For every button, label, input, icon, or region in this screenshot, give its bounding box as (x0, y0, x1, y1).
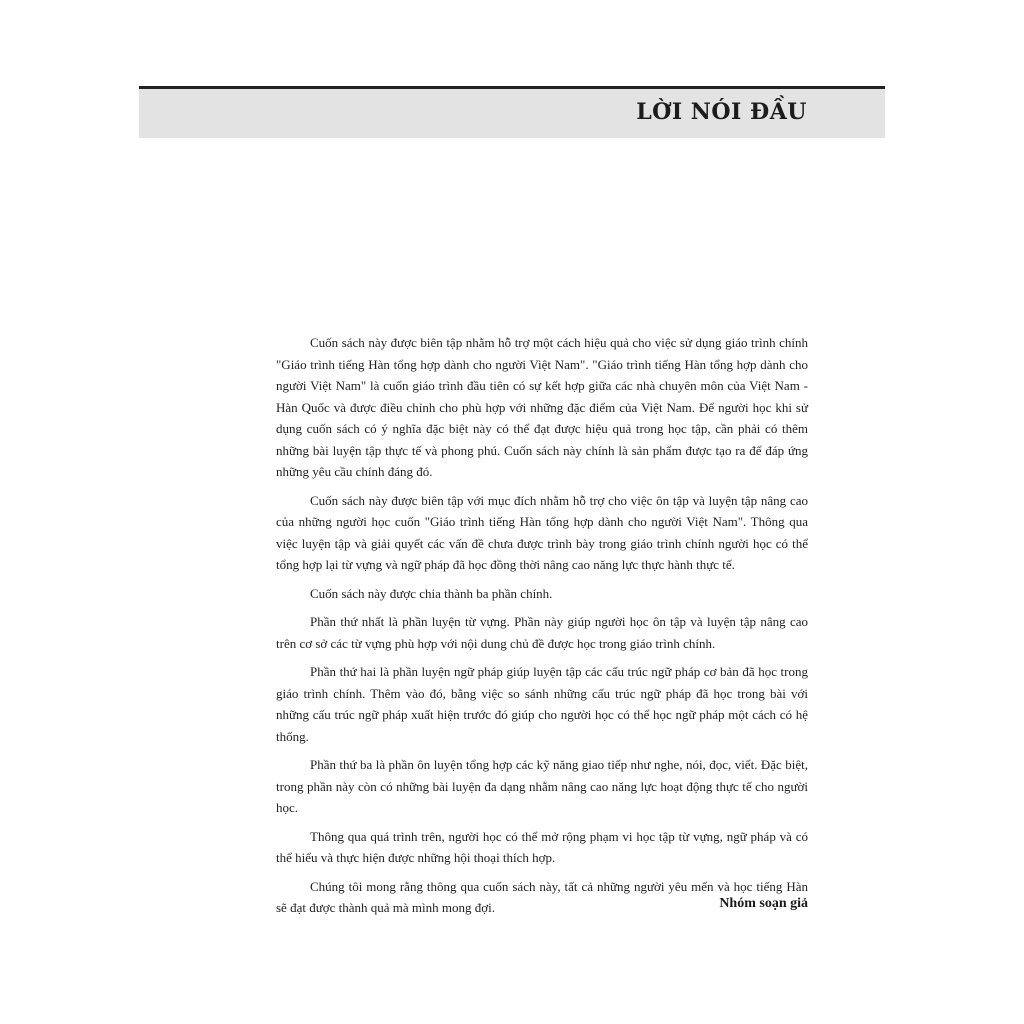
paragraph-outcome: Thông qua quá trình trên, người học có thể mở rộng phạm vi học tập từ vựng, ngữ pháp và có thể hiểu và thực hiện được những hội thoại thích hợp. (276, 828, 808, 865)
paragraph-purpose: Cuốn sách này được biên tập với mục đích nhằm hỗ trợ cho việc ôn tập và luyện tập nâng cao của những người học cuốn "Giáo trình tiếng Hàn tổng hợp dành cho người Việt Nam". Thông qua việc luyện tập và giải quyết các vấn đề chưa được trình bày trong giáo trình chính người học có thể tổng hợp lại từ vựng và ngữ pháp đã học đồng thời nâng cao năng lực thực hành thực tế. (276, 492, 808, 572)
page-title: LỜI NÓI ĐẦU (636, 99, 807, 125)
paragraph-intro: Cuốn sách này được biên tập nhằm hỗ trợ một cách hiệu quả cho việc sử dụng giáo trình chính "Giáo trình tiếng Hàn tổng hợp dành cho người Việt Nam". "Giáo trình tiếng Hàn tổng hợp dành cho người Việt Nam" là cuốn giáo trình đầu tiên có sự kết hợp giữa các nhà chuyên môn của Việt Nam - Hàn Quốc và được điều chỉnh cho phù hợp với những đặc điểm của Việt Nam. Để người học khi sử dụng cuốn sách có ý nghĩa đặc biệt này có thể đạt được hiệu quả trong học tập, cần phải có thêm những bài luyện tập thực tế và phong phú. Cuốn sách này chính là sản phẩm được tạo ra để đáp ứng những yêu cầu chính đáng đó. (276, 335, 808, 479)
paragraph-part-two: Phần thứ hai là phần luyện ngữ pháp giúp luyện tập các cấu trúc ngữ pháp cơ bản đã học trong giáo trình chính. Thêm vào đó, bằng việc so sánh những cấu trúc ngữ pháp đã học trong bài với những cấu trúc ngữ pháp xuất hiện trước đó giúp cho người học có thể học ngữ pháp một cách có hệ thống. (276, 664, 808, 744)
header-band (139, 86, 885, 138)
preface-body (276, 332, 808, 926)
paragraph-part-three: Phần thứ ba là phần ôn luyện tổng hợp các kỹ năng giao tiếp như nghe, nói, đọc, viết. Đặc biệt, trong phần này còn có những bài luyện đa dạng nhằm nâng cao năng lực hoạt động thực tế cho người học. (276, 757, 808, 815)
paragraph-structure: Cuốn sách này được chia thành ba phần chính. (310, 585, 553, 601)
paragraph-part-one: Phần thứ nhất là phần luyện từ vựng. Phần này giúp người học ôn tập và luyện tập nâng cao trên cơ sở các từ vựng phù hợp với nội dung chủ đề được học trong giáo trình chính. (276, 614, 808, 651)
author-signature: Nhóm soạn giả (719, 896, 808, 911)
paragraph-closing: Chúng tôi mong rằng thông qua cuốn sách này, tất cả những người yêu mến và học tiếng Hàn sẽ đạt được thành quả mà mình mong đợi. (276, 878, 808, 915)
